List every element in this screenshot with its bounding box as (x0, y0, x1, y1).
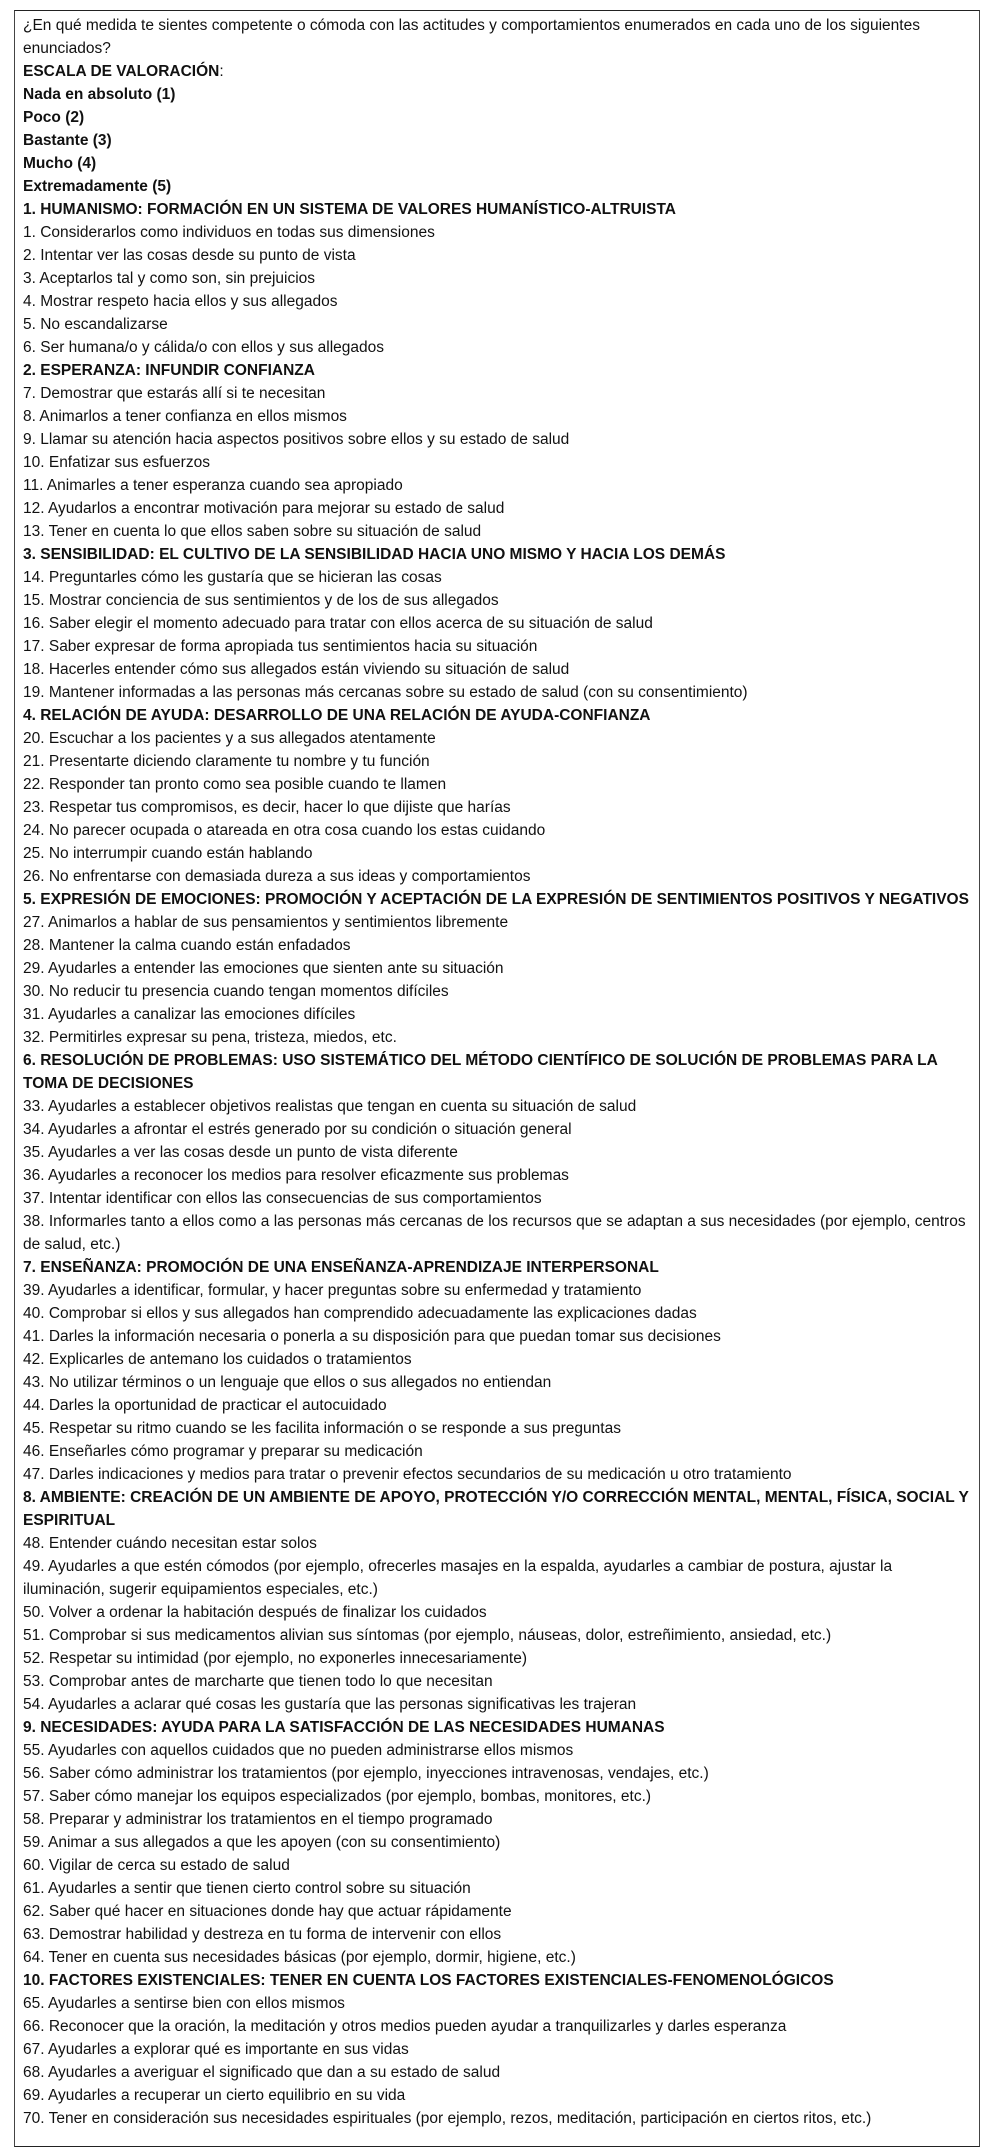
section-heading: 2. ESPERANZA: INFUNDIR CONFIANZA (23, 362, 315, 379)
section-heading: 10. FACTORES EXISTENCIALES: TENER EN CUENTA LOS FACTORES EXISTENCIALES-FENOMENOLÓGICOS (23, 1972, 834, 1989)
list-item: 1. Considerarlos como individuos en todas sus dimensiones (23, 224, 435, 241)
questionnaire-table (14, 10, 980, 2147)
list-item: 3. Aceptarlos tal y como son, sin prejuicios (23, 270, 316, 287)
scale-title-line (23, 60, 971, 83)
list-item: 66. Reconocer que la oración, la meditación y otros medios pueden ayudar a tranquilizarles y darles esperanza (23, 2018, 787, 2035)
list-item: 46. Enseñarles cómo programar y preparar su medicación (23, 1443, 423, 1460)
list-item: 27. Animarlos a hablar de sus pensamientos y sentimientos libremente (23, 914, 509, 931)
list-item: 25. No interrumpir cuando están hablando (23, 845, 313, 862)
list-item: 6. Ser humana/o y cálida/o con ellos y sus allegados (23, 339, 385, 356)
section-heading: 8. AMBIENTE: CREACIÓN DE UN AMBIENTE DE APOYO, PROTECCIÓN Y/O CORRECCIÓN MENTAL, MENTAL, FÍSICA, SOCIAL Y ESPIRITUAL (23, 1489, 969, 1529)
list-item: 38. Informarles tanto a ellos como a las personas más cercanas de los recursos que se adaptan a sus necesidades (por ejemplo, centros de salud, etc.) (23, 1213, 966, 1253)
list-item: 30. No reducir tu presencia cuando tengan momentos difíciles (23, 983, 449, 1000)
list-item: 42. Explicarles de antemano los cuidados o tratamientos (23, 1351, 412, 1368)
list-item: 23. Respetar tus compromisos, es decir, hacer lo que dijiste que harías (23, 799, 511, 816)
list-item: 12. Ayudarlos a encontrar motivación para mejorar su estado de salud (23, 500, 505, 517)
list-item: 2. Intentar ver las cosas desde su punto de vista (23, 247, 356, 264)
list-item: 68. Ayudarles a averiguar el significado que dan a su estado de salud (23, 2064, 501, 2081)
list-item: 48. Entender cuándo necesitan estar solos (23, 1535, 317, 1552)
list-item: 17. Saber expresar de forma apropiada tus sentimientos hacia su situación (23, 638, 538, 655)
list-item: 15. Mostrar conciencia de sus sentimientos y de los de sus allegados (23, 592, 499, 609)
list-item: 69. Ayudarles a recuperar un cierto equilibrio en su vida (23, 2087, 406, 2104)
list-item: 5. No escandalizarse (23, 316, 168, 333)
list-item: 58. Preparar y administrar los tratamientos en el tiempo programado (23, 1811, 493, 1828)
list-item: 54. Ayudarles a aclarar qué cosas les gustaría que las personas significativas les trajeran (23, 1696, 637, 1713)
list-item: 4. Mostrar respeto hacia ellos y sus allegados (23, 293, 338, 310)
list-item: 14. Preguntarles cómo les gustaría que se hicieran las cosas (23, 569, 442, 586)
section-heading: 6. RESOLUCIÓN DE PROBLEMAS: USO SISTEMÁTICO DEL MÉTODO CIENTÍFICO DE SOLUCIÓN DE PROBLEMAS PARA LA TOMA DE DECISIONES (23, 1052, 938, 1092)
list-item: 31. Ayudarles a canalizar las emociones difíciles (23, 1006, 356, 1023)
list-item: 36. Ayudarles a reconocer los medios para resolver eficazmente sus problemas (23, 1167, 569, 1184)
list-item: 55. Ayudarles con aquellos cuidados que no pueden administrarse ellos mismos (23, 1742, 574, 1759)
list-item: 52. Respetar su intimidad (por ejemplo, no exponerles innecesariamente) (23, 1650, 528, 1667)
list-item: 62. Saber qué hacer en situaciones donde hay que actuar rápidamente (23, 1903, 512, 1920)
list-item: 45. Respetar su ritmo cuando se les facilita información o se responde a sus preguntas (23, 1420, 621, 1437)
list-item: 56. Saber cómo administrar los tratamientos (por ejemplo, inyecciones intravenosas, vendajes, etc.) (23, 1765, 709, 1782)
list-item: 28. Mantener la calma cuando están enfadados (23, 937, 351, 954)
list-item: 26. No enfrentarse con demasiada dureza a sus ideas y comportamientos (23, 868, 531, 885)
list-item: 61. Ayudarles a sentir que tienen cierto control sobre su situación (23, 1880, 471, 1897)
list-item: 32. Permitirles expresar su pena, tristeza, miedos, etc. (23, 1029, 397, 1046)
scale-level: Nada en absoluto (1) (23, 86, 176, 103)
list-item: 65. Ayudarles a sentirse bien con ellos mismos (23, 1995, 345, 2012)
list-item: 44. Darles la oportunidad de practicar el autocuidado (23, 1397, 387, 1414)
list-item: 43. No utilizar términos o un lenguaje que ellos o sus allegados no entiendan (23, 1374, 552, 1391)
list-item: 40. Comprobar si ellos y sus allegados han comprendido adecuadamente las explicaciones dadas (23, 1305, 697, 1322)
scale-title: ESCALA DE VALORACIÓN (23, 63, 220, 80)
list-item: 64. Tener en cuenta sus necesidades básicas (por ejemplo, dormir, higiene, etc.) (23, 1949, 576, 1966)
list-item: 9. Llamar su atención hacia aspectos positivos sobre ellos y su estado de salud (23, 431, 570, 448)
sections-list (23, 198, 971, 2130)
list-item: 21. Presentarte diciendo claramente tu nombre y tu función (23, 753, 430, 770)
list-item: 53. Comprobar antes de marcharte que tienen todo lo que necesitan (23, 1673, 493, 1690)
list-item: 51. Comprobar si sus medicamentos alivian sus síntomas (por ejemplo, náuseas, dolor, estreñimiento, ansiedad, etc.) (23, 1627, 832, 1644)
intro-question: ¿En qué medida te sientes competente o cómoda con las actitudes y comportamientos enumerados en cada uno de los siguientes enunciados? (23, 17, 920, 57)
list-item: 67. Ayudarles a explorar qué es importante en sus vidas (23, 2041, 409, 2058)
scale-level: Mucho (4) (23, 155, 97, 172)
section-heading: 7. ENSEÑANZA: PROMOCIÓN DE UNA ENSEÑANZA-APRENDIZAJE INTERPERSONAL (23, 1259, 659, 1276)
list-item: 47. Darles indicaciones y medios para tratar o prevenir efectos secundarios de su medicación u otro tratamiento (23, 1466, 792, 1483)
section-heading: 9. NECESIDADES: AYUDA PARA LA SATISFACCIÓN DE LAS NECESIDADES HUMANAS (23, 1719, 665, 1736)
list-item: 70. Tener en consideración sus necesidades espirituales (por ejemplo, rezos, meditación, participación en ciertos ritos, etc.) (23, 2110, 872, 2127)
list-item: 29. Ayudarles a entender las emociones que sienten ante su situación (23, 960, 504, 977)
list-item: 50. Volver a ordenar la habitación después de finalizar los cuidados (23, 1604, 487, 1621)
section-heading: 5. EXPRESIÓN DE EMOCIONES: PROMOCIÓN Y ACEPTACIÓN DE LA EXPRESIÓN DE SENTIMIENTOS POSITIVOS Y NEGATIVOS (23, 891, 969, 908)
list-item: 20. Escuchar a los pacientes y a sus allegados atentamente (23, 730, 436, 747)
list-item: 33. Ayudarles a establecer objetivos realistas que tengan en cuenta su situación de salud (23, 1098, 637, 1115)
list-item: 60. Vigilar de cerca su estado de salud (23, 1857, 290, 1874)
scale-title-colon: : (219, 63, 224, 80)
list-item: 18. Hacerles entender cómo sus allegados están viviendo su situación de salud (23, 661, 570, 678)
list-item: 41. Darles la información necesaria o ponerla a su disposición para que puedan tomar sus decisiones (23, 1328, 721, 1345)
list-item: 13. Tener en cuenta lo que ellos saben sobre su situación de salud (23, 523, 482, 540)
list-item: 49. Ayudarles a que estén cómodos (por ejemplo, ofrecerles masajes en la espalda, ayudarles a cambiar de postura, ajustar la iluminación, sugerir equipamientos especiales, etc.) (23, 1558, 893, 1598)
list-item: 35. Ayudarles a ver las cosas desde un punto de vista diferente (23, 1144, 458, 1161)
list-item: 11. Animarles a tener esperanza cuando sea apropiado (23, 477, 403, 494)
scale-level: Extremadamente (5) (23, 178, 172, 195)
list-item: 19. Mantener informadas a las personas más cercanas sobre su estado de salud (con su consentimiento) (23, 684, 748, 701)
list-item: 34. Ayudarles a afrontar el estrés generado por su condición o situación general (23, 1121, 572, 1138)
list-item: 7. Demostrar que estarás allí si te necesitan (23, 385, 326, 402)
scale-level: Poco (2) (23, 109, 85, 126)
list-item: 24. No parecer ocupada o atareada en otra cosa cuando los estas cuidando (23, 822, 546, 839)
scale-level: Bastante (3) (23, 132, 112, 149)
list-item: 8. Animarlos a tener confianza en ellos mismos (23, 408, 347, 425)
list-item: 57. Saber cómo manejar los equipos especializados (por ejemplo, bombas, monitores, etc.) (23, 1788, 652, 1805)
section-heading: 1. HUMANISMO: FORMACIÓN EN UN SISTEMA DE VALORES HUMANÍSTICO-ALTRUISTA (23, 201, 676, 218)
list-item: 59. Animar a sus allegados a que les apoyen (con su consentimiento) (23, 1834, 501, 1851)
list-item: 37. Intentar identificar con ellos las consecuencias de sus comportamientos (23, 1190, 542, 1207)
section-heading: 4. RELACIÓN DE AYUDA: DESARROLLO DE UNA RELACIÓN DE AYUDA-CONFIANZA (23, 707, 651, 724)
section-heading: 3. SENSIBILIDAD: EL CULTIVO DE LA SENSIBILIDAD HACIA UNO MISMO Y HACIA LOS DEMÁS (23, 546, 726, 563)
list-item: 22. Responder tan pronto como sea posible cuando te llamen (23, 776, 447, 793)
list-item: 39. Ayudarles a identificar, formular, y hacer preguntas sobre su enfermedad y tratamiento (23, 1282, 642, 1299)
list-item: 16. Saber elegir el momento adecuado para tratar con ellos acerca de su situación de salud (23, 615, 653, 632)
list-item: 63. Demostrar habilidad y destreza en tu forma de intervenir con ellos (23, 1926, 502, 1943)
list-item: 10. Enfatizar sus esfuerzos (23, 454, 210, 471)
